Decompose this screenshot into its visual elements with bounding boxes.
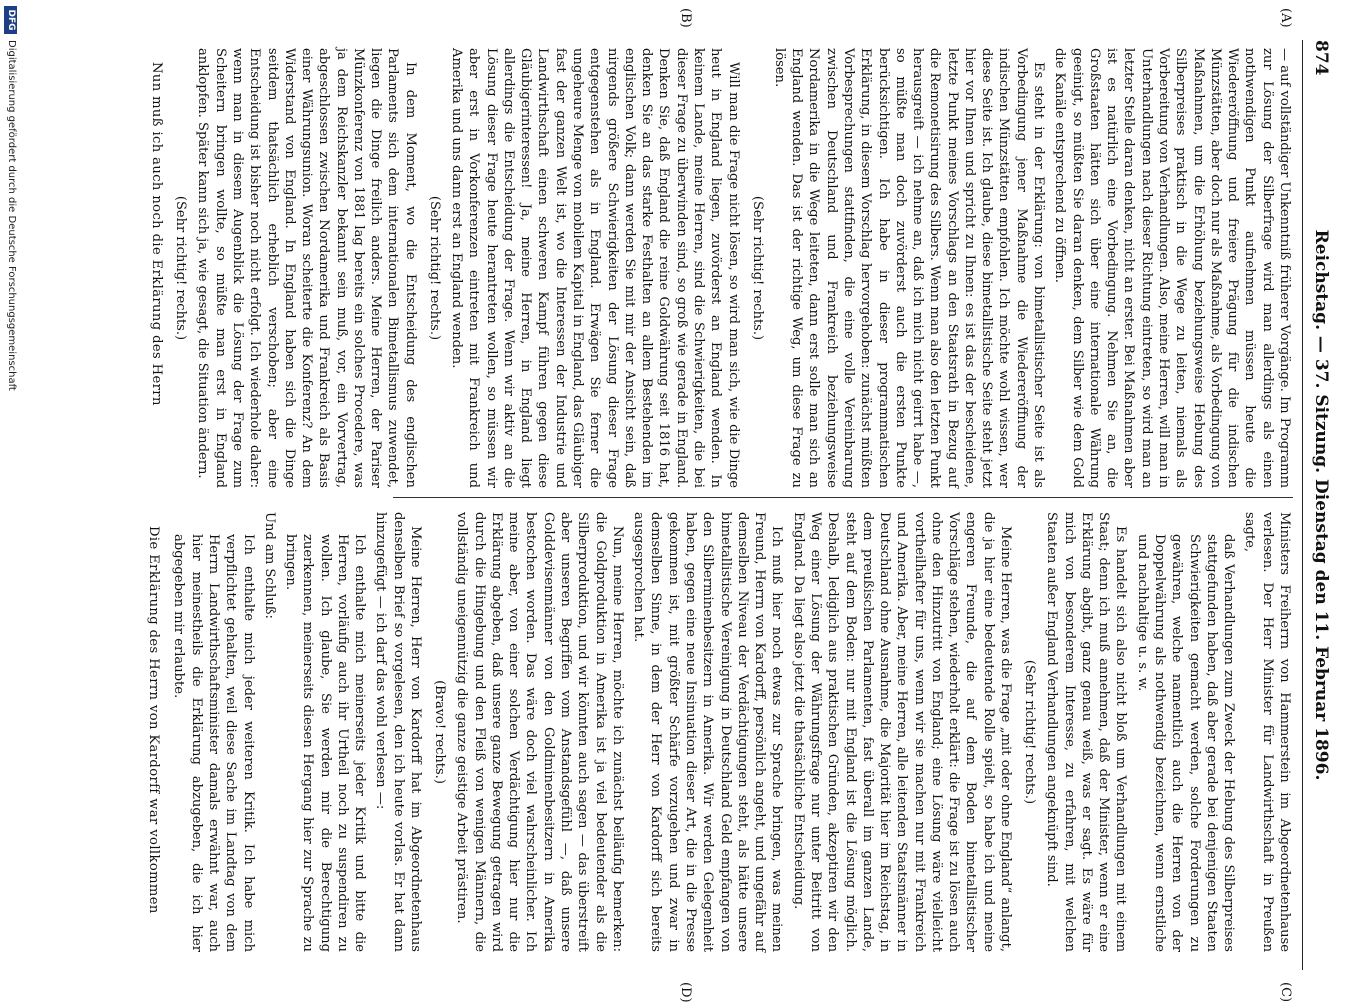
interjection: (Sehr richtig! rechts.) — [426, 195, 442, 341]
quoted-passage: Ich enthalte mich meinerseits jeder Kritik und bitte die Herren, vorläufig auch ihr Urtheil noch zu suspendiren zu wollen. Ich glaube, Sie werden mir die Berechtigung zuerkennen, meinerseits diesen Hergang hier zur Sprache zu bringen. — [283, 534, 368, 952]
margin-letter-a: (A) — [1278, 8, 1293, 28]
paragraph: Nun muß ich auch noch die Erklärung des Herrn — [149, 62, 165, 406]
paragraph: Ministers Freiherrn von Hammerstein im Abgeordnetenhause verlesen. Der Herr Minister für Landwirthschaft in Preußen sagte, — [1242, 512, 1292, 952]
left-column — [144, 48, 1293, 488]
paragraph: Will man die Frage nicht lösen, so wird man sich, wie die Dinge heut in England liegen, zuvörderst an England wenden. In keinem Lande, meine Herren, sind die Schwierigkeiten, die bei dieser Frage zu überwinden sind, so groß wie gerade in England. Denken Sie, daß England die reine Goldwährung seit 1816 hat, denken Sie an das starke Festhalten an allem Bestehenden im englischen Volk; dann werden Sie mit mir der Ansicht sein, daß nirgends größere Schwierigkeiten der Lösung dieser Frage entgegenstehen als in England. Erwägen Sie ferner die ungeheure Menge von mobilem Kapital in England, das Gläubiger fast der ganzen Welt ist, wo die Interessen der Industrie und Landwirthschaft einen schweren Kampf führen gegen diese Gläubigerinteressen! Ja, meine Herren, in England liegt allerdings die Entscheidung der Frage. Wenn wir aktiv an die Lösung dieser Frage heute herantreten wollen, so müssen wir aber erst in Vorkonferenzen eintreten mit Frankreich und Amerika und uns dann erst an England wenden. — [449, 48, 741, 488]
credit-text: Digitalisierung gefördert durch die Deutsche Forschungsgemeinschaft — [6, 40, 17, 391]
paragraph: Nun, meine Herren, möchte ich zunächst beiläufig bemerken: die Goldproduktion in Amerika ist ja viel bedeutender als die Silberproduktion, und wir könnten auch sagen — das überstreift aber unseren Begriffen vom Anstandsgefühl —, daß unsere Golddevisenmänner von den Goldminenbesitzern in Amerika bestochen worden. Das wäre doch viel wahrscheinlicher. Ich meine aber, von einer solchen Verdächtigung hier nur die Erklärung abgeben, daß unsere ganze Bewegung getragen wird durch die Hingebung und den Fleiß von wenigen Männern, die vollständig uneigennützig die ganze geistige Arbeit prästiren. — [454, 512, 625, 952]
margin-letter-d: (D) — [678, 982, 693, 1003]
margin-letter-b: (B) — [678, 8, 693, 28]
paragraph: Die Erklärung des Herrn von Kardorff war vollkommen — [146, 526, 162, 914]
header-rule — [1302, 40, 1303, 970]
paragraph: — auf vollständiger Unkenntniß früherer Vorgänge. Im Programm zur Lösung der Silberfrage wird man allerdings als einen nothwendigen Punkt aufnehmen müssen heute die Wiedereröffnung und freiere Prägung für die indischen Münzstätten, aber doch nur als Maßnahme, als Vorbedingung von Maßnahmen, um die Erhöhung beziehungsweise Hebung des Silberpreises praktisch in die Wege zu leiten, niemals als Vorbereitung von Verhandlungen. Also, meine Herren, will man in Unterhandlungen nach dieser Richtung eintreten, so wird man an letzter Stelle daran denken, nicht an erster. Bei Maßnahmen aber ist es natürlich eine Vorbedingung. Nehmen Sie an, die Großstaaten hätten sich über eine internationale Währung geeinigt, so müßten Sie daran denken, dem Silber wie dem Gold die Kanäle entsprechend zu öffnen. — [1052, 48, 1292, 488]
paragraph: Und am Schluß: — [261, 512, 277, 619]
paragraph: Ich muß hier noch etwas zur Sprache bringen, was meinen Freund, Herrn von Kardorff, persönlich angeht, und ungefähr auf demselben Niveau der Verdächtigungen steht, als hätte unsere bimetallistische Vereinigung in Deutschland Geld empfangen von den Silberminenbesitzern in Amerika. Wir werden Gelegenheit haben, gegen eine neue Insinuation dieser Art, die in die Presse gekommen ist, mit größter Schärfe vorzugehen und zwar in demselben Sinne, in dem der Herr von Kardorff sich bereits ausgesprochen hat. — [631, 512, 785, 952]
digitization-credit — [0, 0, 20, 1000]
dfg-logo: DFG — [4, 6, 17, 34]
paragraph: Meine Herren, Herr von Kardorff hat im Abgeordnetenhaus denselben Brief so vorgelesen, den ich heute vorlas. Er hat dann hinzugefügt — ich darf das wohl verlesen —: — [373, 512, 424, 952]
interjection: (Sehr richtig! rechts.) — [1022, 659, 1038, 805]
interjection: (Sehr richtig! rechts.) — [749, 195, 765, 341]
quoted-passage: Ich enthalte mich jeder weiteren Kritik. Ich habe mich verpflichtet gehalten, weil diese Sache im Landtag von dem Herrn Landwirthschaftsminister damals erwähnt war, auch hier meinestheils die Erklärung abzugeben, die ich hier abgegeben mir erlaubte. — [171, 534, 256, 952]
column-divider — [393, 497, 1293, 498]
paragraph: Es steht in der Erklärung: von bimetallistischer Seite ist als Vorbedingung jener Maßnahme die Wiedereröffnung der indischen Münzstätten empfohlen. Ich möchte wohl wissen, wer diese Seite ist. Ich glaube, diese bimetallistische Seite steht jetzt hier vor Ihnen und spricht zu Ihnen: es ist das der bescheidene, letzte Punkt meines Vorschlags an den Staatsrath in Bezug auf die Remonetisirung des Silbers. Wenn man also den letzten Punkt herausgreift — ich nehme an, daß ich mich nicht geirrt habe —, so müßte man doch zuvörderst auch die ersten Punkte berücksichtigen. Ich habe in dieser programmatischen Erklärung, in diesem Vorschlag hervorgehoben: zunächst müßten Vorbesprechungen stattfinden, die eine volle Vereinbarung zwischen Deutschland und Frankreich beziehungsweise Nordamerika in die Wege leiteten, dann erst solle man sich an England wenden. Das ist der richtige Weg, um diese Frage zu lösen. — [771, 48, 1047, 488]
paragraph: In dem Moment, wo die Entscheidung des englischen Parlaments sich dem internationalen Bimetallismus zuwendet, liegen die Dinge freilich anders. Meine Herren, der Pariser Münzkonferenz von 1881 lag bereits ein solches Procedere, was ja dem Reichskanzler bekannt sein muß, vor, ein Vorvertrag, abgeschlossen zwischen Nordamerika und Frankreich als Basis einer Währungsunion. Woran scheiterte die Konferenz? An dem Widerstand von England. In England haben sich die Dinge seitdem thatsächlich erheblich verschoben; aber eine Entscheidung ist bisher noch nicht erfolgt. Ich wiederhole daher: wenn man in diesem Augenblick die Lösung der Frage zum Scheitern bringen wollte, so müßte man erst in England anklopfen. Später kann sich ja, wie gesagt, die Situation ändern. — [195, 48, 418, 488]
running-title: Reichstag. — 37. Sitzung. Dienstag den 11. Februar 1896. — [1311, 229, 1331, 781]
interjection: (Bravo! rechts.) — [432, 680, 448, 784]
margin-letter-c: (C) — [1278, 982, 1293, 1003]
running-header — [1305, 40, 1331, 970]
right-column — [141, 512, 1293, 952]
quoted-passage: daß Verhandlungen zum Zweck der Hebung des Silberpreises stattgefunden haben, daß aber gerade bei denjenigen Staaten Schwierigkeiten gemacht werden, solche Forderungen zu gewähren, welche namentlich auch die Herren von der Doppelwährung als nothwendig bezeichnen, wenn ernstliche und nachhaltige u. s. w. — [1134, 534, 1237, 952]
paragraph: Meine Herren, was die Frage „mit oder ohne England“ anlangt, die ja hier eine bedeutende Rolle spielt, so habe ich und meine engeren Freunde, die auf dem Boden bimetallistischer Vorschläge stehen, wiederholt erklärt: die Frage ist zu lösen auch ohne den Hinzutritt von England; eine Lösung wäre vielleicht vortheilhafter für uns, wenn wir sie machen nur mit Frankreich und Amerika. Aber, meine Herren, alle leitenden Staatsmänner in Deutschland ohne Ausnahme, die Majorität hier im Reichstag, in dem preußischen Parlamenten, fast überall im ganzen Lande, steht auf dem Boden: nur mit England ist die Lösung möglich. Deshalb, lediglich aus praktischen Gründen, akzeptiren wir den Weg einer Lösung der Währungsfrage nur unter Beitritt von England. Da liegt also jetzt die thatsächliche Entscheidung. — [790, 512, 1014, 952]
interjection: (Sehr richtig! rechts.) — [173, 195, 189, 341]
page-number: 874 — [1311, 40, 1331, 76]
paragraph: Es handelt sich also nicht bloß um Verhandlungen mit einem Staat; denn ich muß annehmen, daß der Minister, wenn er eine Erklärung abgibt, ganz genau weiß, was er sagt. Es wäre für mich von besonderem Interesse, zu erfahren, mit welchen Staaten außer England Verhandlungen angeknüpft sind. — [1044, 512, 1129, 952]
